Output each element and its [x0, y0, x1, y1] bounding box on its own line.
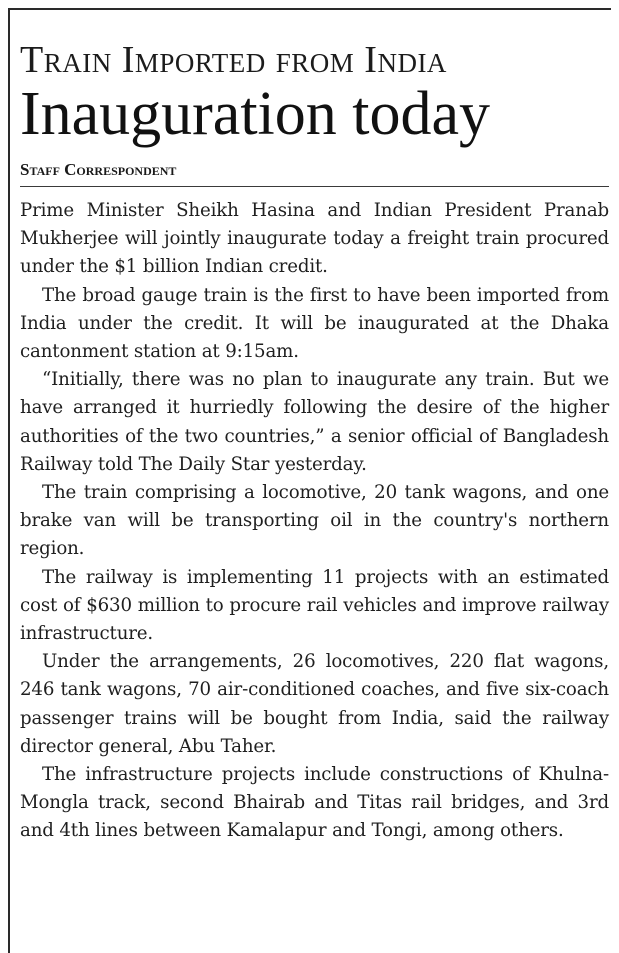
- article-paragraph: Under the arrangements, 26 locomotives, 220 flat wagons, 246 tank wagons, 70 air-conditioned coaches, and five six-coach passenger trains will be bought from India, said the railway director general, Abu Taher.: [20, 651, 609, 757]
- article-paragraph: The broad gauge train is the first to have been imported from India under the credit. It will be inaugurated at the Dhaka cantonment station at 9:15am.: [20, 284, 609, 363]
- top-border-rule: [8, 8, 611, 10]
- article-body: [20, 197, 609, 846]
- news-article: [20, 38, 609, 846]
- article-byline: Staff Correspondent: [20, 160, 609, 187]
- article-paragraph: The infrastructure projects include constructions of Khulna-Mongla track, second Bhairab and Titas rail bridges, and 3rd and 4th lines between Kamalapur and Tongi, among others.: [20, 764, 609, 842]
- article-paragraph: The train comprising a locomotive, 20 tank wagons, and one brake van will be transporting oil in the country's northern region.: [20, 482, 609, 560]
- article-kicker: Train Imported from India: [20, 39, 447, 81]
- left-border-rule: [8, 8, 10, 953]
- article-paragraph: “Initially, there was no plan to inaugurate any train. But we have arranged it hurriedly following the desire of the higher authorities of the two countries,” a senior official of Bangladesh Railway told The Daily Star yesterday.: [20, 369, 609, 475]
- article-paragraph: The railway is implementing 11 projects with an estimated cost of $630 million to procure rail vehicles and improve railway infrastructure.: [20, 566, 609, 645]
- article-paragraph: Prime Minister Sheikh Hasina and Indian President Pranab Mukherjee will jointly inaugurate today a freight train procured under the $1 billion Indian credit.: [20, 200, 609, 278]
- article-headline: Inauguration today: [20, 80, 491, 148]
